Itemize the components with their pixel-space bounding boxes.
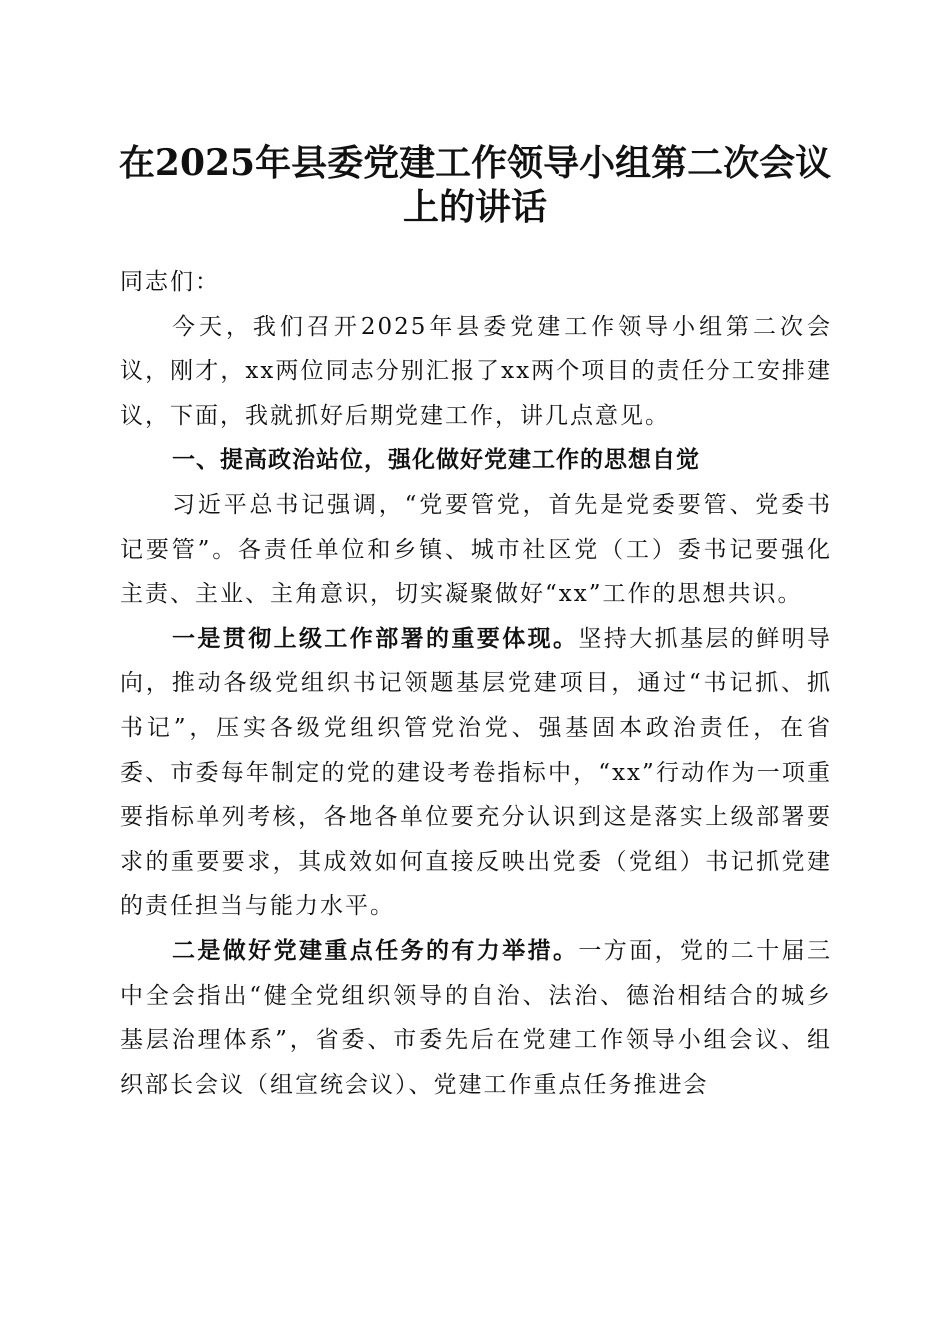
document-title-line-1: 在2025年县委党建工作领导小组第二次会议: [118, 142, 832, 184]
point-1-body: 坚持大抓基层的鲜明导向，推动各级党组织书记领题基层党建项目，通过“书记抓、抓书记”，压实各级党组织管党治党、强基固本政治责任，在省委、市委每年制定的党的建设考卷指标中，“xx”行动作为一项重要指标单列考核，各地各单位要充分认识到这是落实上级部署要求的重要要求，其成效如何直接反映出党委（党组）书记抓党建的责任担当与能力水平。: [120, 625, 833, 920]
document-title-line-2: 上的讲话: [402, 186, 547, 228]
document-body: [120, 260, 832, 1107]
salutation: 同志们：: [120, 269, 220, 295]
section-1-paragraph: 习近平总书记强调，“党要管党，首先是党委要管、党委书记要管”。各责任单位和乡镇、城市社区党（工）委书记要强化主责、主业、主角意识，切实凝聚做好“xx”工作的思想共识。: [120, 491, 832, 608]
section-1-heading: 一、提高政治站位，强化做好党建工作的思想自觉: [172, 447, 700, 474]
point-1-paragraph: [120, 617, 832, 929]
point-2-body: 一方面，党的二十届三中全会指出“健全党组织领导的自治、法治、德治相结合的城乡基层治理体系”，省委、市委先后在党建工作领导小组会议、组织部长会议（组宣统会议）、党建工作重点任务推进会: [120, 937, 833, 1098]
point-2-lead: 二是做好党建重点任务的有力举措。: [172, 936, 579, 964]
point-1-lead: 一是贯彻上级工作部署的重要体现。: [172, 624, 579, 652]
intro-paragraph: 今天，我们召开2025年县委党建工作领导小组第二次会议，刚才，xx两位同志分别汇报了xx两个项目的责任分工安排建议，下面，我就抓好后期党建工作，讲几点意见。: [120, 313, 832, 429]
point-2-paragraph: [120, 929, 832, 1107]
